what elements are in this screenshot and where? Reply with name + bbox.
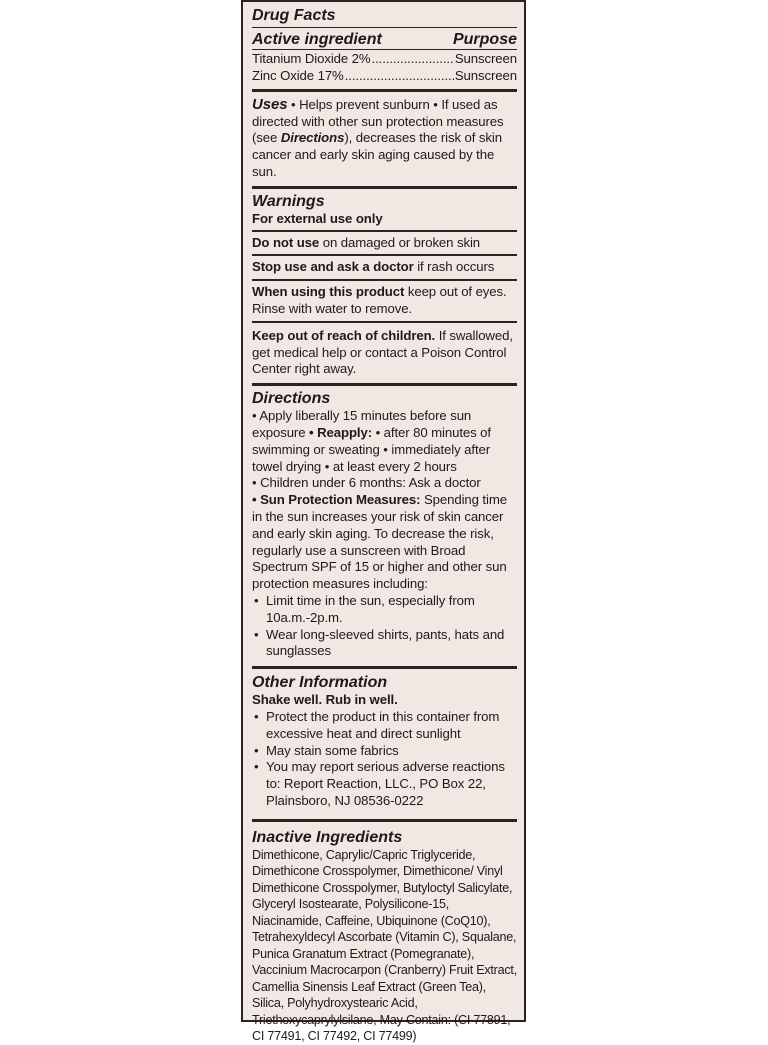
- list-item: • May stain some fabrics: [252, 743, 517, 760]
- warnings-section: [252, 189, 517, 386]
- uses-section: [252, 92, 517, 189]
- list-item: • You may report serious adverse reactions to: Report Reaction, LLC., PO Box 22, Plainsboro, NJ 08536-0222: [252, 759, 517, 809]
- purpose-heading: Purpose: [452, 31, 517, 48]
- inactive-ingredients-text: Dimethicone, Caprylic/Capric Triglyceride, Dimethicone Crosspolymer, Dimethicone/ Vinyl Dimethicone Crosspolymer, Butyloctyl Salicylate, Glyceryl Isostearate, Polysilicone-15, Niacinamide, Caffeine, Ubiquinone (CoQ10), Tetrahexyldecyl Ascorbate (Vitamin C), Squalane, Punica Granatum Extract (Pomegranate), Vaccinium Macrocarpon (Cranberry) Fruit Extract, Camellia Sinensis Leaf Extract (Green Tea), Silica, Polyhydroxystearic Acid, Triethoxycaprylylsilane, May Contain: (CI 77891, CI 77491, CI 77492, CI 77499): [252, 847, 517, 1044]
- other-information-heading: Other Information: [252, 674, 388, 692]
- uses-text: Uses • Helps prevent sunburn • If used as directed with other sun protection measures (see Directions), decreases the risk of skin cancer and early skin aging caused by the sun.: [252, 95, 504, 179]
- active-ingredient-heading: Active ingredient: [252, 31, 382, 48]
- list-item: • Protect the product in this container from excessive heat and direct sunlight: [252, 709, 517, 743]
- active-row: [252, 68, 517, 85]
- stop-use: Stop use and ask a doctor if rash occurs: [252, 256, 517, 281]
- drug-facts-title: Drug Facts: [252, 7, 336, 24]
- list-item: • Limit time in the sun, especially from 10a.m.-2p.m.: [252, 593, 517, 627]
- active-purpose: Sunscreen: [454, 67, 517, 83]
- active-purpose: Sunscreen: [454, 51, 517, 66]
- when-using: When using this product keep out of eyes. Rinse with water to remove.: [252, 281, 517, 323]
- list-item: • Wear long-sleeved shirts, pants, hats and sunglasses: [252, 627, 517, 661]
- directions-text: • Apply liberally 15 minutes before sun exposure • Reapply: • after 80 minutes of swimming or sweating • immediately after towel drying • at least every 2 hours: [252, 408, 491, 474]
- keep-out-of-reach: Keep out of reach of children. If swallowed, get medical help or contact a Poison Control Center right away.: [252, 327, 513, 377]
- active-row: [252, 51, 517, 68]
- shake-well-text: Shake well. Rub in well.: [252, 692, 398, 708]
- warnings-heading: Warnings: [252, 192, 325, 210]
- inactive-ingredients-section: [252, 822, 517, 1045]
- do-not-use: Do not use on damaged or broken skin: [252, 232, 517, 257]
- active-name: Zinc Oxide 17%: [252, 67, 344, 83]
- directions-heading: Directions: [252, 390, 331, 408]
- directions-children: • Children under 6 months: Ask a doctor: [252, 475, 481, 491]
- directions-section: [252, 386, 517, 669]
- drug-facts-panel: [241, 0, 526, 1044]
- sun-protection-text: • Sun Protection Measures: Spending time in the sun increases your risk of skin cancer and early skin aging. To decrease the risk, regularly use a sunscreen with Broad Spectrum SPF of 15 or higher and other sun protection measures including:: [252, 492, 507, 592]
- active-name: Titanium Dioxide 2%: [252, 51, 371, 66]
- uses-heading: Uses: [252, 95, 288, 113]
- external-use-text: For external use only: [252, 210, 383, 226]
- active-ingredient-section: [252, 28, 517, 92]
- title-section: [252, 2, 517, 28]
- inactive-ingredients-heading: Inactive Ingredients: [252, 828, 403, 846]
- other-information-section: [252, 669, 517, 822]
